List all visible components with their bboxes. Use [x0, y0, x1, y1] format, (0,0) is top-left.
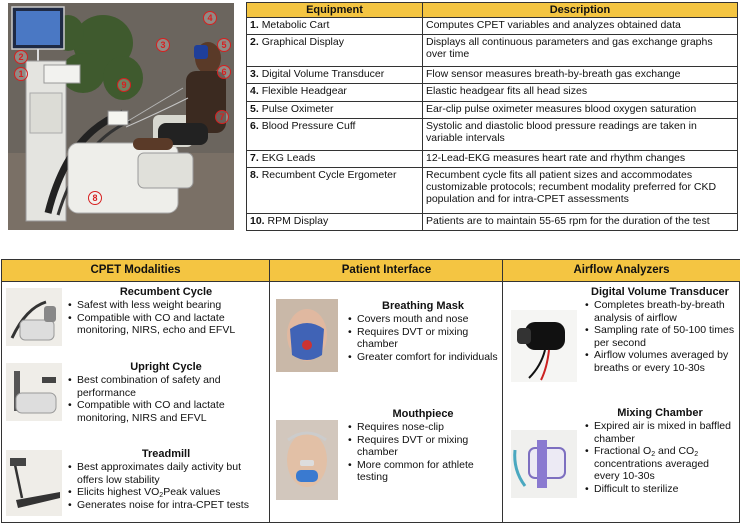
mixing-chamber-block: [583, 407, 737, 495]
table-row: [247, 213, 738, 231]
callout-2: 2: [14, 50, 28, 64]
table-row: [247, 168, 738, 213]
bullet: • Difficult to sterilize: [594, 483, 737, 496]
treadmill-block: [66, 448, 266, 511]
row-number: 10.: [250, 214, 265, 227]
table-row: [247, 18, 738, 35]
column-header: Patient Interface: [270, 260, 503, 282]
interface-title: Breathing Mask: [382, 300, 464, 312]
bullet: • Completes breath-by-breath analysis of airflow: [594, 299, 737, 324]
digital-volume-transducer-image: [511, 310, 577, 382]
table-row: [247, 101, 738, 118]
bullet: • Best combination of safety and performance: [77, 374, 266, 399]
bullet: • Elicits highest $VO_2Peak$ values: [77, 486, 266, 499]
equipment-name: Pulse Oximeter: [261, 102, 334, 115]
bullet: • Expired air is mixed in baffled chamber: [594, 420, 737, 445]
equipment-name: Digital Volume Transducer: [261, 67, 385, 80]
row-number: 4.: [250, 85, 259, 98]
bullet: • Safest with less weight bearing: [77, 299, 266, 312]
row-number: 5.: [250, 102, 259, 115]
column-patient-interface: [269, 260, 503, 522]
bullet: • Requires DVT or mixing chamber: [357, 326, 500, 351]
equipment-description: 12-Lead-EKG measures heart rate and rhythm changes: [423, 150, 738, 167]
equipment-description: Displays all continuous parameters and gas exchange graphs over time: [423, 35, 738, 66]
bullet: • Compatible with CO and lactate monitoring, NIRS, echo and EFVL: [77, 312, 266, 337]
equipment-name: EKG Leads: [261, 151, 316, 164]
bullet: • Best approximates daily activity but offers low stability: [77, 461, 266, 486]
table-row: [247, 35, 738, 66]
equipment-description: Patients are to maintain 55-65 rpm for the duration of the test: [423, 213, 738, 231]
mouthpiece-block: [346, 408, 500, 484]
equipment-description: Flow sensor measures breath-by-breath gas exchange: [423, 66, 738, 83]
callout-6: 6: [217, 65, 231, 79]
header-equipment: Equipment: [247, 3, 423, 18]
bullet: • Airflow volumes averaged by breaths or every 10-30s: [594, 349, 737, 374]
interface-title: Mouthpiece: [392, 408, 454, 420]
modality-title: Recumbent Cycle: [119, 286, 213, 298]
table-row: [247, 66, 738, 83]
callout-9: 9: [117, 78, 131, 92]
callout-5: 5: [217, 38, 231, 52]
bullet: • Greater comfort for individuals: [357, 351, 500, 364]
equipment-name: Recumbent Cycle Ergometer: [261, 169, 397, 182]
modality-title: Upright Cycle: [130, 361, 202, 373]
recumbent-cycle-block: [66, 286, 266, 337]
cpet-setup-photo: [8, 3, 234, 230]
column-airflow-analyzers: [502, 260, 740, 522]
bullet: • Requires nose-clip: [357, 421, 500, 434]
column-header: Airflow Analyzers: [503, 260, 740, 282]
mixing-chamber-image: [511, 430, 577, 498]
equipment-description: Ear-clip pulse oximeter measures blood oxygen saturation: [423, 101, 738, 118]
row-number: 8.: [250, 169, 259, 182]
callout-8: 8: [88, 191, 102, 205]
equipment-description: Computes CPET variables and analyzes obtained data: [423, 18, 738, 35]
equipment-name: Flexible Headgear: [261, 85, 347, 98]
modality-title: Treadmill: [141, 448, 191, 460]
row-number: 7.: [250, 151, 259, 164]
upright-cycle-image: [6, 363, 62, 421]
equipment-table: [246, 2, 738, 231]
callout-4: 4: [203, 11, 217, 25]
equipment-description: Elastic headgear fits all head sizes: [423, 84, 738, 101]
cpet-setup-illustration: [8, 3, 234, 230]
digital-volume-transducer-block: [583, 286, 737, 374]
upright-cycle-block: [66, 361, 266, 424]
equipment-name: Metabolic Cart: [261, 19, 330, 31]
bullet: • Fractional $O_2$ and $CO_2$ concentrations averaged every 10-30s: [594, 445, 737, 483]
bullet: • More common for athlete testing: [357, 459, 500, 484]
analyzer-title: Mixing Chamber: [617, 407, 703, 419]
equipment-description: Systolic and diastolic blood pressure readings are taken in variable intervals: [423, 119, 738, 150]
table-row: [247, 84, 738, 101]
bullet: • Compatible with CO and lactate monitoring, NIRS and EFVL: [77, 399, 266, 424]
treadmill-image: [6, 450, 62, 516]
table-row: [247, 150, 738, 167]
analyzer-title: Digital Volume Transducer: [591, 286, 729, 298]
row-number: 2.: [250, 36, 259, 49]
bullet: • Generates noise for intra-CPET tests: [77, 499, 266, 512]
row-number: 3.: [250, 67, 259, 80]
row-number: 1.: [250, 19, 259, 31]
recumbent-cycle-image: [6, 288, 62, 346]
column-cpet-modalities: [2, 260, 269, 522]
header-description: Description: [423, 3, 738, 18]
callout-1: 1: [14, 67, 28, 81]
comparison-panel: [1, 259, 740, 523]
bullet: • Sampling rate of 50-100 times per second: [594, 324, 737, 349]
bullet: • Requires DVT or mixing chamber: [357, 434, 500, 459]
table-row: [247, 119, 738, 150]
breathing-mask-block: [346, 300, 500, 363]
equipment-description: Recumbent cycle fits all patient sizes and accommodates customizable protocols; recumbent modality preferred for CKD population and for intra-CPET assessments: [423, 168, 738, 213]
callout-7: 7: [215, 110, 229, 124]
equipment-name: Blood Pressure Cuff: [261, 120, 356, 133]
row-number: 6.: [250, 120, 259, 133]
callout-3: 3: [156, 38, 170, 52]
bullet: • Covers mouth and nose: [357, 313, 500, 326]
equipment-name: RPM Display: [267, 214, 329, 227]
mouthpiece-image: [276, 420, 338, 500]
breathing-mask-image: [276, 299, 338, 372]
equipment-name: Graphical Display: [261, 36, 344, 49]
column-header: CPET Modalities: [2, 260, 269, 282]
